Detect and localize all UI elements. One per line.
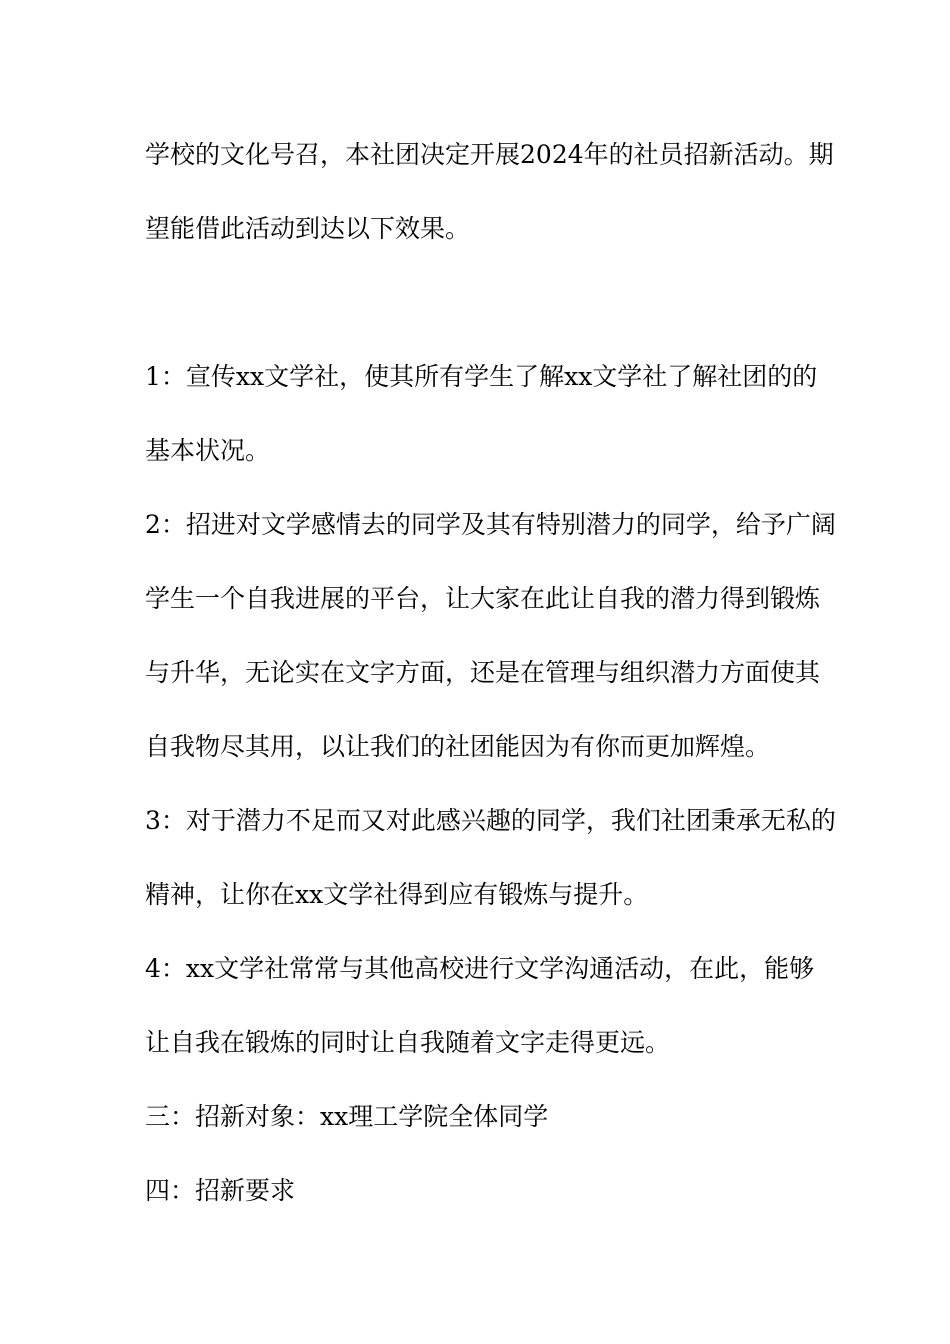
paragraph-intro-line-1: 学校的文化号召，本社团决定开展2024年的社员招新活动。期 <box>145 140 834 169</box>
goal-4-line-2: 让自我在锻炼的同时让自我随着文字走得更远。 <box>145 1028 671 1057</box>
goal-1-line-1: 1：宣传xx文学社，使其所有学生了解xx文学社了解社团的的 <box>145 362 818 391</box>
goal-2-line-2: 学生一个自我进展的平台，让大家在此让自我的潜力得到锻炼 <box>145 584 821 613</box>
goal-3-line-2: 精神，让你在xx文学社得到应有锻炼与提升。 <box>145 880 649 909</box>
goal-2-line-4: 自我物尽其用，以让我们的社团能因为有你而更加辉煌。 <box>145 732 771 761</box>
goal-3-line-1: 3：对于潜力不足而又对此感兴趣的同学，我们社团秉承无私的 <box>145 806 836 835</box>
goal-4-line-1: 4：xx文学社常常与其他高校进行文学沟通活动，在此，能够 <box>145 954 815 983</box>
section-3-heading: 三：招新对象：xx理工学院全体同学 <box>145 1102 549 1131</box>
section-4-heading: 四：招新要求 <box>145 1176 296 1205</box>
paragraph-intro-line-2: 望能借此活动到达以下效果。 <box>145 214 471 243</box>
goal-2-line-3: 与升华，无论实在文字方面，还是在管理与组织潜力方面使其 <box>145 658 821 687</box>
goal-1-line-2: 基本状况。 <box>145 436 271 465</box>
goal-2-line-1: 2：招进对文学感情去的同学及其有特别潜力的同学，给予广阔 <box>145 510 836 539</box>
